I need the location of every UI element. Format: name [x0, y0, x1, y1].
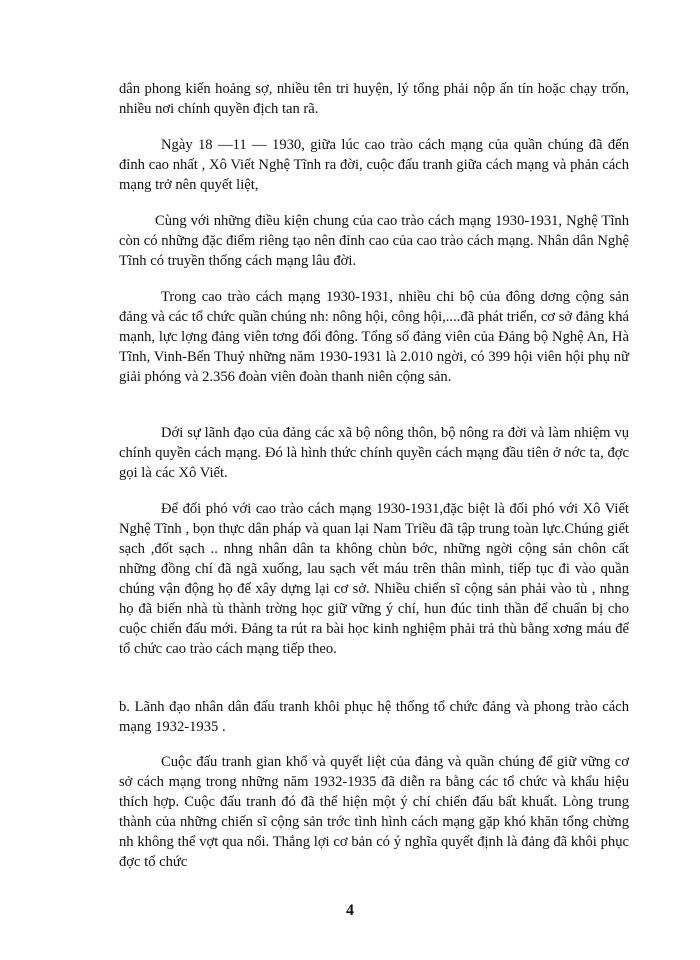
paragraph-6: Để đối phó với cao trào cách mạng 1930-1931,đặc biệt là đối phó với Xô Viết Nghệ Tĩnh , bọn thực dân pháp và quan lại Nam Triều đã tập trung toàn lực.Chúng giết sạch ,đốt sạch .. nhng nhân dân ta không chùn bớc, những ngời cộng sản chôn cất những đồng chí đã ngã xuống, lau sạch vết máu trên thân mình, tiếp tục đi vào quần chúng vận động họ để xây dựng lại cơ sở. Nhiều chiến sĩ cộng sản phải vào tù , nhng họ đã biến nhà tù thành trờng học giữ vững ý chí, hun đúc tinh thần để chuẩn bị cho cuộc chiến đấu mới. Đảng ta rút ra bài học kinh nghiệm phải trả thù bằng xơng máu để tổ chức cao trào cách mạng tiếp theo. [119, 501, 629, 657]
page-number: 4 [346, 902, 354, 919]
paragraph-4: Trong cao trào cách mạng 1930-1931, nhiều chi bộ của đông dơng cộng sản đảng và các tổ chức quần chúng nh: nông hội, công hội,....đã phát triển, cơ sở đảng khá mạnh, lực lợng đảng viên tơng đối đông. Tổng số đảng viên của Đảng bộ Nghệ An, Hà Tĩnh, Vinh-Bến Thuỷ những năm 1930-1931 là 2.010 ngời, có 399 hội viên hội phụ nữ giải phóng và 2.356 đoàn viên đoàn thanh niên cộng sản. [119, 289, 629, 385]
paragraph-2: Ngày 18 —11 — 1930, giữa lúc cao trào cách mạng của quần chúng đã đến đỉnh cao nhất , Xô Viết Nghệ Tĩnh ra đời, cuộc đấu tranh giữa cách mạng và phản cách mạng trở nên quyết liệt, [119, 137, 629, 193]
paragraph-7: Cuộc đấu tranh gian khổ và quyết liệt của đảng và quần chúng để giữ vững cơ sở cách mạng trong những năm 1932-1935 đã diễn ra bằng các tổ chức và khẩu hiệu thích hợp. Cuộc đấu tranh đó đã thể hiện một ý chí chiến đấu bất khuất. Lòng trung thành của những chiến sĩ cộng sản trớc tình hình cách mạng gặp khó khăn tổng chừng nh không thể vợt qua nổi. Thắng lợi cơ bản có ý nghĩa quyết định là đảng đã khôi phục đợc tổ chức [119, 754, 629, 870]
paragraph-5: Dới sự lãnh đạo của đảng các xã bộ nông thôn, bộ nông ra đời và làm nhiệm vụ chính quyền cách mạng. Đó là hình thức chính quyền cách mạng đầu tiên ở nớc ta, đợc gọi là các Xô Viết. [119, 425, 629, 481]
paragraph-1: dân phong kiến hoảng sợ, nhiều tên tri huyện, lý tổng phải nộp ấn tín hoặc chạy trốn, nhiều nơi chính quyền địch tan rã. [119, 81, 629, 117]
section-heading: b. Lãnh đạo nhân dân đấu tranh khôi phục hệ thống tổ chức đảng và phong trào cách mạng 1932-1935 . [119, 699, 629, 735]
paragraph-3: Cùng với những điều kiện chung của cao trào cách mạng 1930-1931, Nghệ Tĩnh còn có những đặc điểm riêng tạo nên đỉnh cao của cao trào cách mạng. Nhân dân Nghệ Tĩnh có truyền thống cách mạng lâu đời. [119, 213, 629, 269]
